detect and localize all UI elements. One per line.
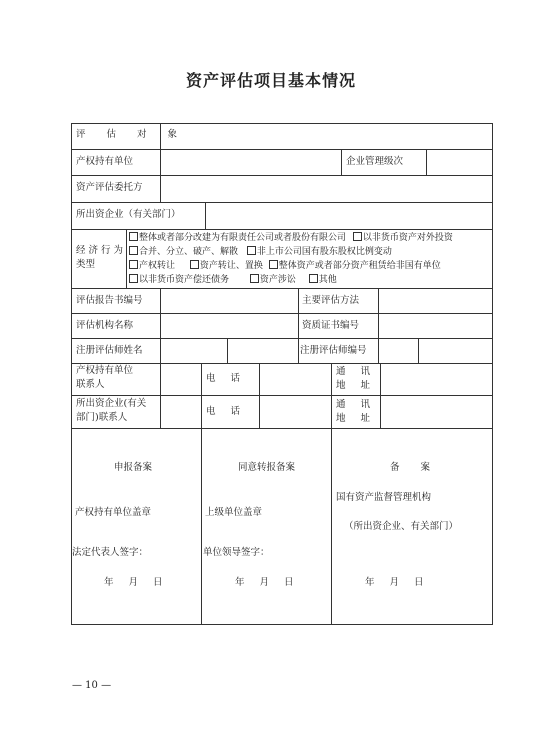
label-owner: 产权持有单位 [76,156,134,167]
date-col3: 年 月 日 [365,577,430,588]
label-investor-contact-1: 所出资企业(有关 [76,398,147,409]
page-title: 资产评估项目基本情况 [185,71,356,90]
label-appraiser-name: 注册评估师姓名 [76,345,143,356]
regulator-label: 国有资产监督管理机构 [336,492,432,503]
header-record: 备 案 [390,462,440,473]
label-investor-contact-2: 部门)联系人 [76,412,128,423]
page-number: — 10 — [72,680,112,691]
label-address-2b: 地 址 [336,413,377,424]
legal-rep-sign-label: 法定代表人签字： [72,547,149,558]
checkbox-icon[interactable] [129,246,138,255]
label-appraiser-no: 注册评估师编号 [300,345,367,356]
label-address-2a: 通 讯 [336,399,377,410]
checkbox-icon[interactable] [353,232,362,241]
header-declare: 申报备案 [114,462,153,473]
label-method: 主要评估方法 [302,295,360,306]
behavior-line-1: 整体或者部分改建为有限责任公司或者股份有限公司 以非货币资产对外投资 [129,232,453,245]
label-agency: 评估机构名称 [76,320,134,331]
regulator-sub-label: （所出资企业、有关部门） [344,521,459,532]
label-mgmt-level: 企业管理级次 [346,156,404,167]
checkbox-icon[interactable] [129,260,138,269]
date-col1: 年 月 日 [104,577,169,588]
label-phone-2: 电 话 [206,406,247,417]
date-col2: 年 月 日 [235,577,300,588]
behavior-line-2: 合并、分立、破产、解散 非上市公司国有股东股权比例变动 [129,246,392,259]
label-report-no: 评估报告书编号 [76,295,143,306]
label-owner-contact-2: 联系人 [76,379,105,390]
label-owner-contact-1: 产权持有单位 [76,365,134,376]
label-client: 资产评估委托方 [76,182,143,193]
label-address-1b: 地 址 [336,380,377,391]
label-phone-1: 电 话 [206,373,247,384]
label-object: 评 估 对 象 [76,129,187,140]
checkbox-icon[interactable] [269,260,278,269]
label-cert-no: 资质证书编号 [302,320,360,331]
checkbox-icon[interactable] [309,274,318,283]
label-address-1a: 通 讯 [336,366,377,377]
header-forward: 同意转报备案 [238,462,296,473]
checkbox-icon[interactable] [247,246,256,255]
behavior-line-4: 以非货币资产偿还债务 资产涉讼 其他 [129,274,337,287]
checkbox-icon[interactable] [129,232,138,241]
label-behavior-2: 类型 [76,259,96,270]
leader-sign-label: 单位领导签字： [203,547,270,558]
owner-seal-label: 产权持有单位盖章 [75,507,152,518]
label-behavior-1: 经 济 行 为 [76,245,124,256]
checkbox-icon[interactable] [129,274,138,283]
checkbox-icon[interactable] [250,274,259,283]
behavior-line-3: 产权转让 资产转让、置换 整体资产或者部分资产租赁给非国有单位 [129,260,441,273]
superior-seal-label: 上级单位盖章 [205,507,263,518]
label-investor: 所出资企业（有关部门） [76,209,181,220]
checkbox-icon[interactable] [190,260,199,269]
